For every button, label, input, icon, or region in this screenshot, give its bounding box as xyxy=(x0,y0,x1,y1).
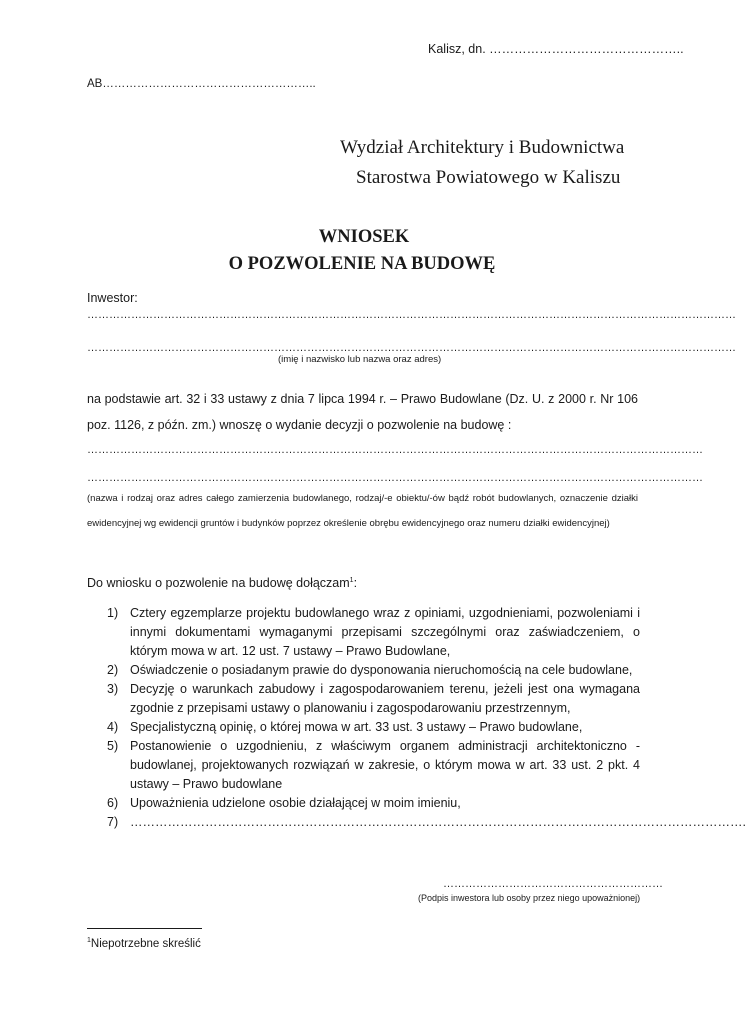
list-item xyxy=(87,661,640,680)
document-subtitle: O POZWOLENIE NA BUDOWĘ xyxy=(228,254,496,274)
footnote xyxy=(87,938,201,950)
project-caption: (nazwa i rodzaj oraz adres całego zamierzenia budowlanego, rodzaj/-e obiektu/-ów bądź robót budowlanych, oznaczenie działki ewidencyjnej wg ewidencji gruntów i budynków poprzez określenie obrębu ewidencyjnego oraz numeru działki ewidencyjnej) xyxy=(87,493,638,529)
list-item-number: 3) xyxy=(107,682,119,696)
request-paragraph: na podstawie art. 32 i 33 ustawy z dnia 7 lipca 1994 r. – Prawo Budowlane (Dz. U. z 2000 r. Nr 106 poz. 1126, z późn. zm.) wnoszę o wydanie decyzji o pozwolenie na budowę : xyxy=(87,392,638,432)
document-title: WNIOSEK xyxy=(318,227,410,247)
list-item-number: 7) xyxy=(107,815,119,829)
reference-number-line: AB……………………………………………….. xyxy=(87,78,316,90)
footnote-text: Niepotrzebne skreślić xyxy=(90,938,201,950)
list-item-number: 4) xyxy=(107,720,119,734)
list-item-fill-line[interactable]: …………………………………………………………………………………………………………………………………. xyxy=(130,815,746,829)
project-fill-line-1[interactable]: …………………………………………………………………………………………………………………………………………………… xyxy=(87,444,703,456)
list-item-text: Specjalistyczną opinię, o której mowa w art. 33 ust. 3 ustawy – Prawo budowlane, xyxy=(130,720,583,734)
footnote-number: 1 xyxy=(87,937,91,945)
recipient-office-line1: Wydział Architektury i Budownictwa xyxy=(340,137,625,158)
investor-caption: (imię i nazwisko lub nazwa oraz adres) xyxy=(278,354,442,365)
city-date-line: Kalisz, dn. ……………………………………….. xyxy=(428,42,684,56)
list-item-number: 2) xyxy=(107,663,119,677)
investor-fill-line-2[interactable]: …………………………………………………………………………………………………………………………………………………………… xyxy=(87,342,736,354)
list-item xyxy=(87,718,640,737)
investor-label: Inwestor: xyxy=(87,291,138,305)
footnote-marker: 1 xyxy=(349,576,354,584)
attachments-intro xyxy=(87,576,357,590)
attachments-list xyxy=(87,604,746,832)
project-fill-line-2[interactable]: …………………………………………………………………………………………………………………………………………………… xyxy=(87,472,703,484)
list-item xyxy=(87,680,640,718)
list-item-text: Decyzję o warunkach zabudowy i zagospodarowaniem terenu, jeżeli jest ona wymagana zgodnie z przepisami ustawy o planowaniu i zagospodarowaniu przestrzennym, xyxy=(130,682,640,715)
list-item-text: Cztery egzemplarze projektu budowlanego wraz z opiniami, uzgodnieniami, pozwoleniami i innymi dokumentami wymaganymi przepisami szczególnymi oraz zaświadczeniem, o którym mowa w art. 12 ust. 7 ustawy – Prawo Budowlane, xyxy=(130,606,640,658)
list-item-number: 5) xyxy=(107,739,119,753)
recipient-office-line2: Starostwa Powiatowego w Kaliszu xyxy=(356,167,621,188)
list-item-number: 1) xyxy=(107,606,119,620)
attachments-intro-text: Do wniosku o pozwolenie na budowę dołączam xyxy=(87,576,350,590)
list-item xyxy=(87,737,640,794)
signature-caption: (Podpis inwestora lub osoby przez niego upoważnionej) xyxy=(418,893,641,903)
list-item xyxy=(87,794,640,813)
attachments-intro-colon: : xyxy=(353,576,358,590)
investor-fill-line-1[interactable]: …………………………………………………………………………………………………………………………………………………………… xyxy=(87,309,736,321)
signature-fill-line[interactable]: …………………………………………………… xyxy=(443,878,663,890)
list-item[interactable] xyxy=(87,813,746,832)
list-item xyxy=(87,604,640,661)
list-item-text: Oświadczenie o posiadanym prawie do dysponowania nieruchomością na cele budowlane, xyxy=(130,663,633,677)
list-item-text: Postanowienie o uzgodnieniu, z właściwym organem administracji architektoniczno - budowlanej, projektowanych rozwiązań w zakresie, o którym mowa w art. 33 ust. 2 pkt. 4 ustawy – Prawo budowlane xyxy=(130,739,640,791)
list-item-number: 6) xyxy=(107,796,119,810)
list-item-text: Upoważnienia udzielone osobie działającej w moim imieniu, xyxy=(130,796,461,810)
footnote-separator xyxy=(87,928,202,929)
